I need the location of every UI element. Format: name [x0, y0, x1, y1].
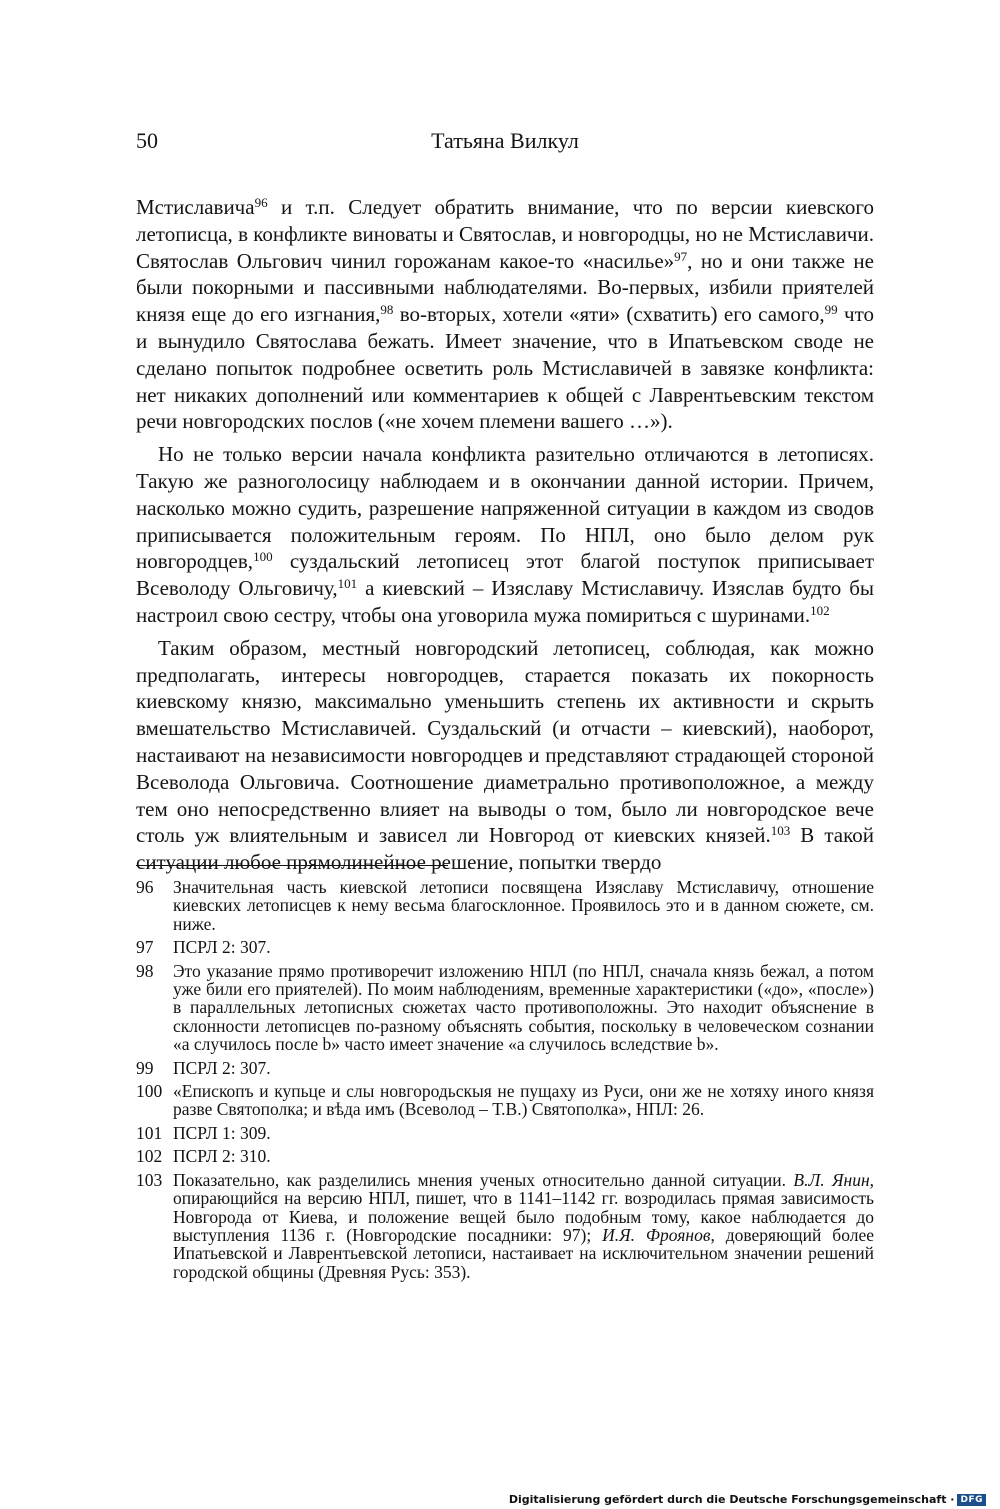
footnote-number: 102	[136, 1146, 163, 1167]
footnotes	[136, 878, 874, 1286]
footnote-100	[136, 1082, 874, 1119]
footnote-ref-96: 96	[254, 194, 268, 210]
footnote-number: 100	[136, 1081, 163, 1102]
footnote-ref-98: 98	[380, 302, 394, 318]
footnote-number: 98	[136, 960, 154, 981]
funding-notice	[509, 1493, 986, 1506]
footnote-ref-101: 101	[337, 576, 358, 591]
footnote-ref-100: 100	[253, 549, 273, 565]
footnote-number: 99	[136, 1057, 154, 1078]
text-run: суздальский летописец этот благой поступок приписывает Всеволоду Ольговичу,	[136, 549, 874, 601]
footnote-102	[136, 1147, 874, 1165]
author-name: В.Л. Янин	[793, 1169, 870, 1190]
text-run: а киевский – Изяславу Мстиславичу. Изяслав будто бы настроил свою сестру, чтобы она уговорила мужа помириться с шуринами.	[136, 576, 874, 627]
footnote-ref-97: 97	[674, 248, 688, 264]
footnote-97	[136, 938, 874, 956]
text-run: и т.п. Следует обратить внимание, что по версии киевского летописца, в конфликте виноваты и Святослав, и новгородцы, но не Мстиславичи. Святослав Ольгович чинил горожанам какое-то «насилье»	[136, 195, 874, 273]
author-name: И.Я. Фроянов	[602, 1224, 711, 1245]
text-run: Показательно, как разделились мнения ученых относительно данной ситуации.	[173, 1169, 794, 1190]
footnote-number: 97	[136, 937, 154, 958]
footnote-text: «Епископъ и купьце и слы новгородьскыя не пущаху из Руси, они же не хотяху иного князя разве Святополка; и вѣда имъ (Всеволод – Т.В.) Святополка», НПЛ: 26.	[173, 1081, 874, 1120]
footnote-text	[173, 1171, 874, 1281]
funding-text: Digitalisierung gefördert durch die Deutsche Forschungsgemeinschaft ·	[508, 1493, 955, 1506]
paragraph-3	[136, 635, 874, 876]
footnote-101	[136, 1124, 874, 1142]
text-run: во-вторых, хотели «яти» (схватить) его самого,	[393, 302, 825, 327]
text-run: В такой ситуации любое прямолинейное решение, попытки твердо	[136, 823, 874, 875]
footnote-text: ПСРЛ 2: 310.	[173, 1146, 271, 1167]
text-run: Но не только версии начала конфликта разительно отличаются в летописях. Такую же разноголосицу наблюдаем и в окончании данной истории. Причем, насколько можно судить, разрешение напряженной ситуации в каждом из сводов приписывается положительным героям. По НПЛ, оно было делом рук новгородцев,	[136, 442, 874, 574]
text-run: , но и они также не были покорными и пассивными наблюдателями. Во-первых, избили приятелей князя еще до его изгнания,	[136, 248, 874, 327]
footnote-separator	[136, 865, 448, 866]
footnote-99	[136, 1059, 874, 1077]
footnote-ref-102: 102	[810, 602, 830, 618]
text-run: , опирающийся на версию НПЛ, пишет, что в 1141–1142 гг. возродилась прямая зависимость Новгорода от Киева, и положение вещей было подобным тому, какое наблюдается до выступления 1136 г. (Новгородские посадники: 97);	[173, 1169, 875, 1245]
main-text	[136, 194, 874, 882]
page-header	[136, 128, 874, 162]
footnote-text: ПСРЛ 1: 309.	[173, 1122, 271, 1143]
footnote-text: ПСРЛ 2: 307.	[173, 937, 271, 958]
text-run: что и вынудило Святослава бежать. Имеет значение, что в Ипатьевском своде не сделано попыток подробнее осветить роль Мстиславичей в завязке конфликта: нет никаких дополнений или комментариев к общей с Лаврентьевским текстом речи новгородских послов («не хочем племени вашего …»).	[136, 302, 874, 434]
running-title: Татьяна Вилкул	[431, 128, 579, 153]
footnote-text: Значительная часть киевской летописи посвящена Изяславу Мстиславичу, отношение киевских летописцев к нему весьма благосклонное. Проявилось это и в данном сюжете, см. ниже.	[173, 877, 874, 934]
text-run: Таким образом, местный новгородский летописец, соблюдая, как можно предполагать, интересы новгородцев, старается показать их покорность киевскому князю, максимально уменьшить степень их активности и скрыть вмешательство Мстиславичей. Суздальский (и отчасти – киевский), наоборот, настаивают на независимости новгородцев и представляют страдающей стороной Всеволода Ольговича. Соотношение диаметрально противоположное, а между тем оно непосредственно влияет на выводы о том, было ли новгородское вече столь уж влиятельным и зависел ли Новгород от киевских князей.	[136, 635, 874, 848]
footnote-ref-99: 99	[824, 302, 838, 318]
footnote-98	[136, 962, 874, 1054]
footnote-number: 96	[136, 877, 154, 897]
footnote-103	[136, 1171, 874, 1281]
paragraph-1	[136, 194, 874, 435]
footnote-ref-103: 103	[770, 823, 791, 839]
footnote-96	[136, 878, 874, 933]
footnote-number: 101	[136, 1122, 163, 1143]
text-run: , доверяющий более Ипатьевской и Лаврентьевской летописи, настаивает на исключительном значении решений городской общины (Древняя Русь: 353).	[173, 1224, 874, 1282]
dfg-logo: DFG	[957, 1494, 986, 1506]
page-number: 50	[136, 128, 158, 153]
paragraph-2	[136, 441, 874, 629]
footnote-text: Это указание прямо противоречит изложению НПЛ (по НПЛ, сначала князь бежал, а потом уже били его приятелей). По моим наблюдениям, временные характеристики («до», «после») в параллельных летописных сюжетах часто противоположны. Это находит объяснение в склонности летописцев по-разному объяснять события, поскольку в человеческом сознании «а случилось после b» часто имеет значение «а случилось вследствие b».	[173, 960, 874, 1055]
text-run: Мстиславича	[136, 195, 255, 219]
footnote-text: ПСРЛ 2: 307.	[173, 1057, 271, 1078]
footnote-number: 103	[136, 1169, 163, 1190]
